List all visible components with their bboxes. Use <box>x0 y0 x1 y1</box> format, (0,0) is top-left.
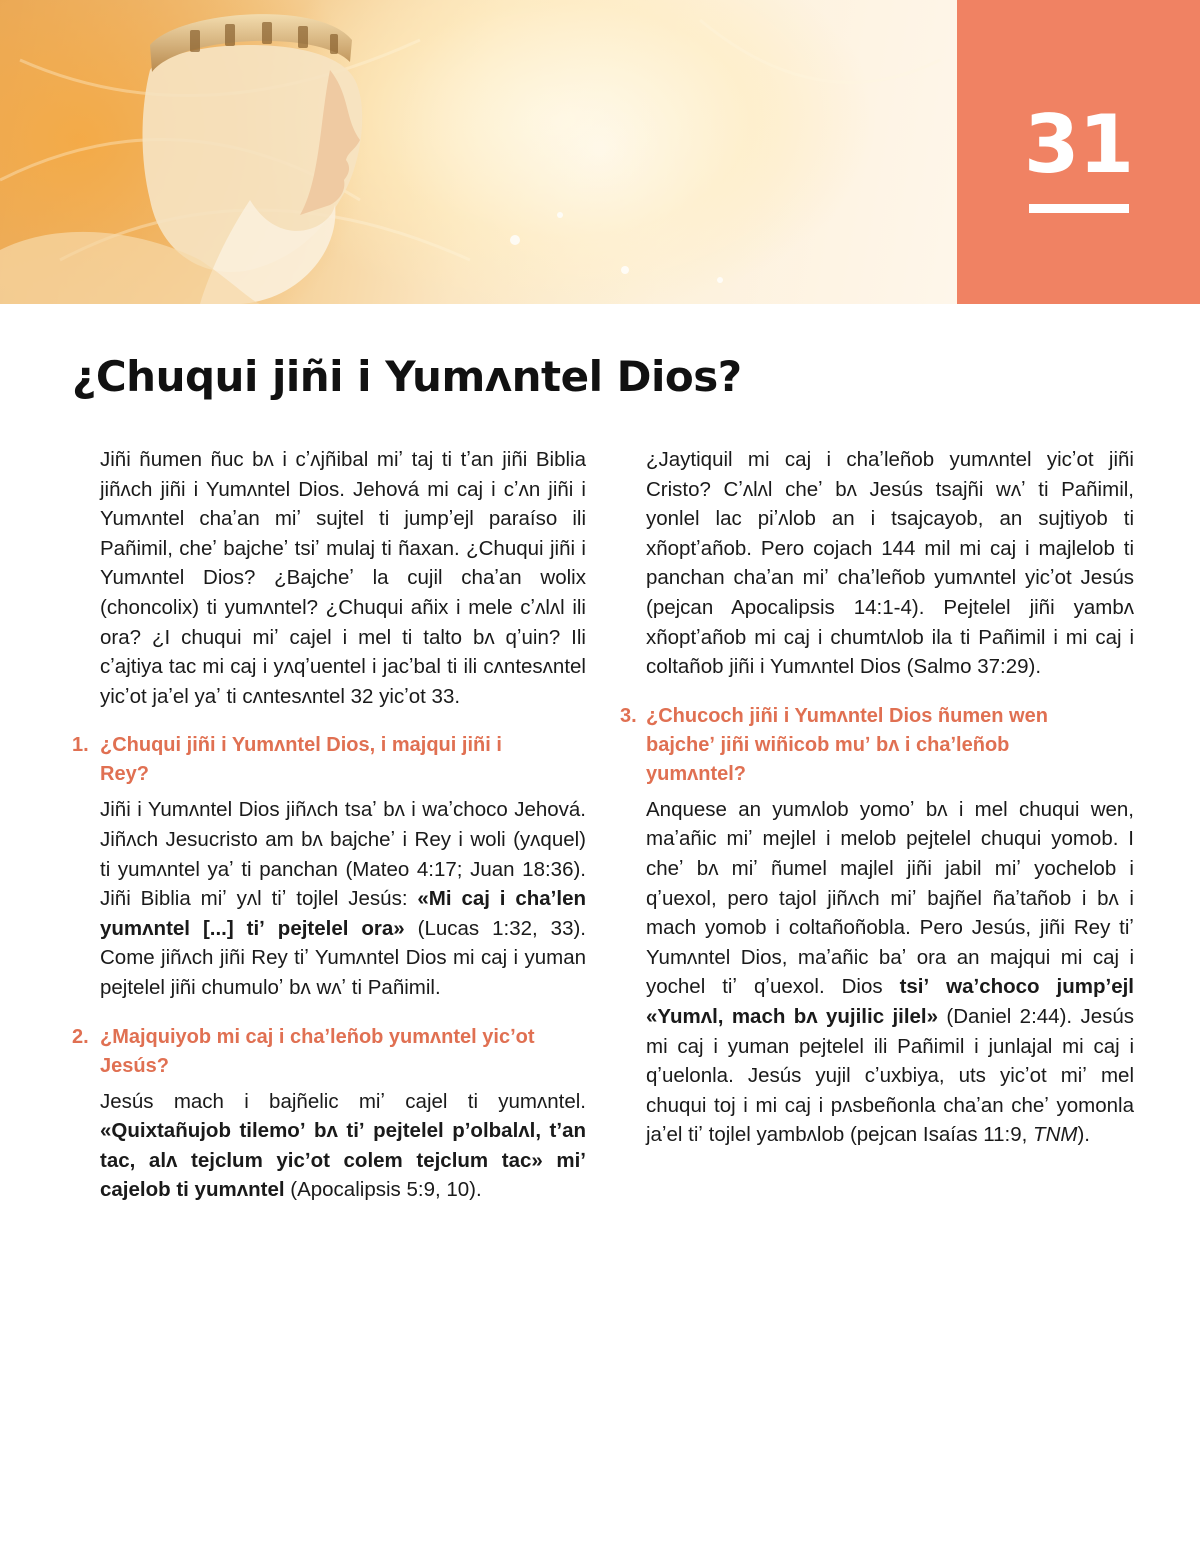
section-3-question <box>620 702 1134 789</box>
section-2-question-text: ¿Majquiyob mi caj i chaʼleñob yumʌntel yicʼot Jesús? <box>100 1025 535 1077</box>
hero-image <box>0 0 957 304</box>
section-2-question <box>72 1023 586 1081</box>
intro-paragraph: Jiñi ñumen ñuc bʌ i cʼʌjñibal miʼ taj ti tʼan jiñi Biblia jiñʌch jiñi i Yumʌntel Dios. Jehová mi caj i cʼʌn jiñi i Yumʌntel chaʼan miʼ sujtel ti jumpʼejl paraíso ili Pañimil, cheʼ bajcheʼ tsiʼ mulaj ti ñaxan. ¿Chuqui jiñi i Yumʌntel Dios? ¿Bajcheʼ la cujil chaʼan wolix (choncolix) ti yumʌntel? ¿Chuqui añix i mele cʼʌlʌl ili ora? ¿I chuqui miʼ cajel i mel ti talto bʌ qʼuin? Ili cʼajtiya tac mi caj i yʌqʼuentel i jacʼbal ti ili cʌntesʌntel yicʼot jaʼel yaʼ ti cʌntesʌntel 32 yicʼot 33. <box>100 448 586 708</box>
section-2-number: 2. <box>72 1025 89 1048</box>
section-2-answer <box>100 1087 586 1205</box>
section-3-question-text: ¿Chucoch jiñi i Yumʌntel Dios ñumen wen bajcheʼ jiñi wiñicob muʼ bʌ i chaʼleñob yumʌntel? <box>646 704 1048 785</box>
section-3-text-mid: (Daniel 2:44). Jesús mi caj i yuman pejtelel ili Pañimil i junlajal mi caj i qʼuelonla. Jesús yujil cʼuxbiya, uts yicʼot miʼ mel chuqui toj i mi caj i pʌsbeñonla chaʼan cheʼ yomonla jaʼel tiʼ tojlel yambʌlob (pejcan Isaías 11:9, <box>646 1004 1134 1147</box>
section-3-answer <box>620 795 1134 1150</box>
king-illustration <box>0 0 957 304</box>
section-1-question <box>72 731 586 789</box>
chapter-badge <box>957 0 1200 304</box>
section-1-number: 1. <box>72 734 89 757</box>
section-2-text-end: (Apocalipsis 5:9, 10). <box>284 1178 482 1202</box>
section-3-quote: tsiʼ waʼchoco jumpʼejl «Yumʌl, mach bʌ yujilic jilel» <box>646 975 1134 1028</box>
section-3-text-end: ). <box>1077 1123 1090 1147</box>
page-title: ¿Chuqui jiñi i Yumʌntel Dios? <box>72 352 742 401</box>
right-intro-paragraph: ¿Jaytiquil mi caj i chaʼleñob yumʌntel yicʼot jiñi Cristo? Cʼʌlʌl cheʼ bʌ Jesús tsajñi wʌʼ ti Pañimil, yonlel lac piʼʌlob an i tsajcayob, an sujtiyob ti xñoptʼañob. Pero cojach 144 mil mi caj i majlelob ti panchan chaʼan miʼ chaʼleñob yumʌntel yicʼot Jesús (pejcan Apocalipsis 14:1-4). Pejtelel jiñi yambʌ xñoptʼañob mi caj i chumtʌlob ila ti Pañimil i mi caj i coltañob jiñi i Yumʌntel Dios (Salmo 37:29). <box>646 448 1134 679</box>
section-2-text: Jesús mach i bajñelic miʼ cajel ti yumʌntel. <box>100 1089 586 1113</box>
section-3-number: 3. <box>620 704 637 727</box>
section-3-text: Anquese an yumʌlob yomoʼ bʌ i mel chuqui wen, maʼañic miʼ mejlel i melob pejtelel chuqui yomob. I cheʼ bʌ miʼ ñumel majlel jiñi jabil miʼ yochelob i qʼuexol, pero tajol jiñʌch miʼ bajñel ñaʼtañob i bʌ i mach yomob i coltañoñobla. Pero Jesús, jiñi Rey tiʼ Yumʌntel Dios, maʼañic baʼ ora an majqui mi caj i yochel tiʼ qʼuexol. Dios <box>646 797 1134 999</box>
section-1-text-end: (Lucas 1:32, 33). Come jiñʌch jiñi Rey tiʼ Yumʌntel Dios mi caj i yuman pejtelel jiñi chumuloʼ bʌ wʌʼ ti Pañimil. <box>100 916 586 999</box>
section-3-abbrev: TNM <box>1033 1123 1078 1147</box>
section-1-text: Jiñi i Yumʌntel Dios jiñʌch tsaʼ bʌ i waʼchoco Jehová. Jiñʌch Jesucristo am bʌ bajcheʼ i Rey i woli (yʌquel) ti yumʌntel yaʼ ti panchan (Mateo 4:17; Juan 18:36). Jiñi Biblia miʼ yʌl tiʼ tojlel Jesús: <box>100 798 586 911</box>
left-column <box>72 445 587 1205</box>
section-2-quote: «Quixtañujob tilemoʼ bʌ tiʼ pejtelel pʼolbalʌl, tʼan tac, alʌ tejclum yicʼot colem tejclum tac» miʼ cajelob ti yumʌntel <box>100 1119 586 1202</box>
chapter-rule <box>1029 204 1129 213</box>
section-1-question-text: ¿Chuqui jiñi i Yumʌntel Dios, i majqui jiñi i Rey? <box>100 734 502 786</box>
chapter-number: 31 <box>1023 98 1134 191</box>
section-1-quote: «Mi caj i chaʼlen yumʌntel [...] tiʼ pejtelel ora» <box>100 887 587 940</box>
section-1-answer <box>100 795 586 1002</box>
right-column <box>620 445 1134 1150</box>
